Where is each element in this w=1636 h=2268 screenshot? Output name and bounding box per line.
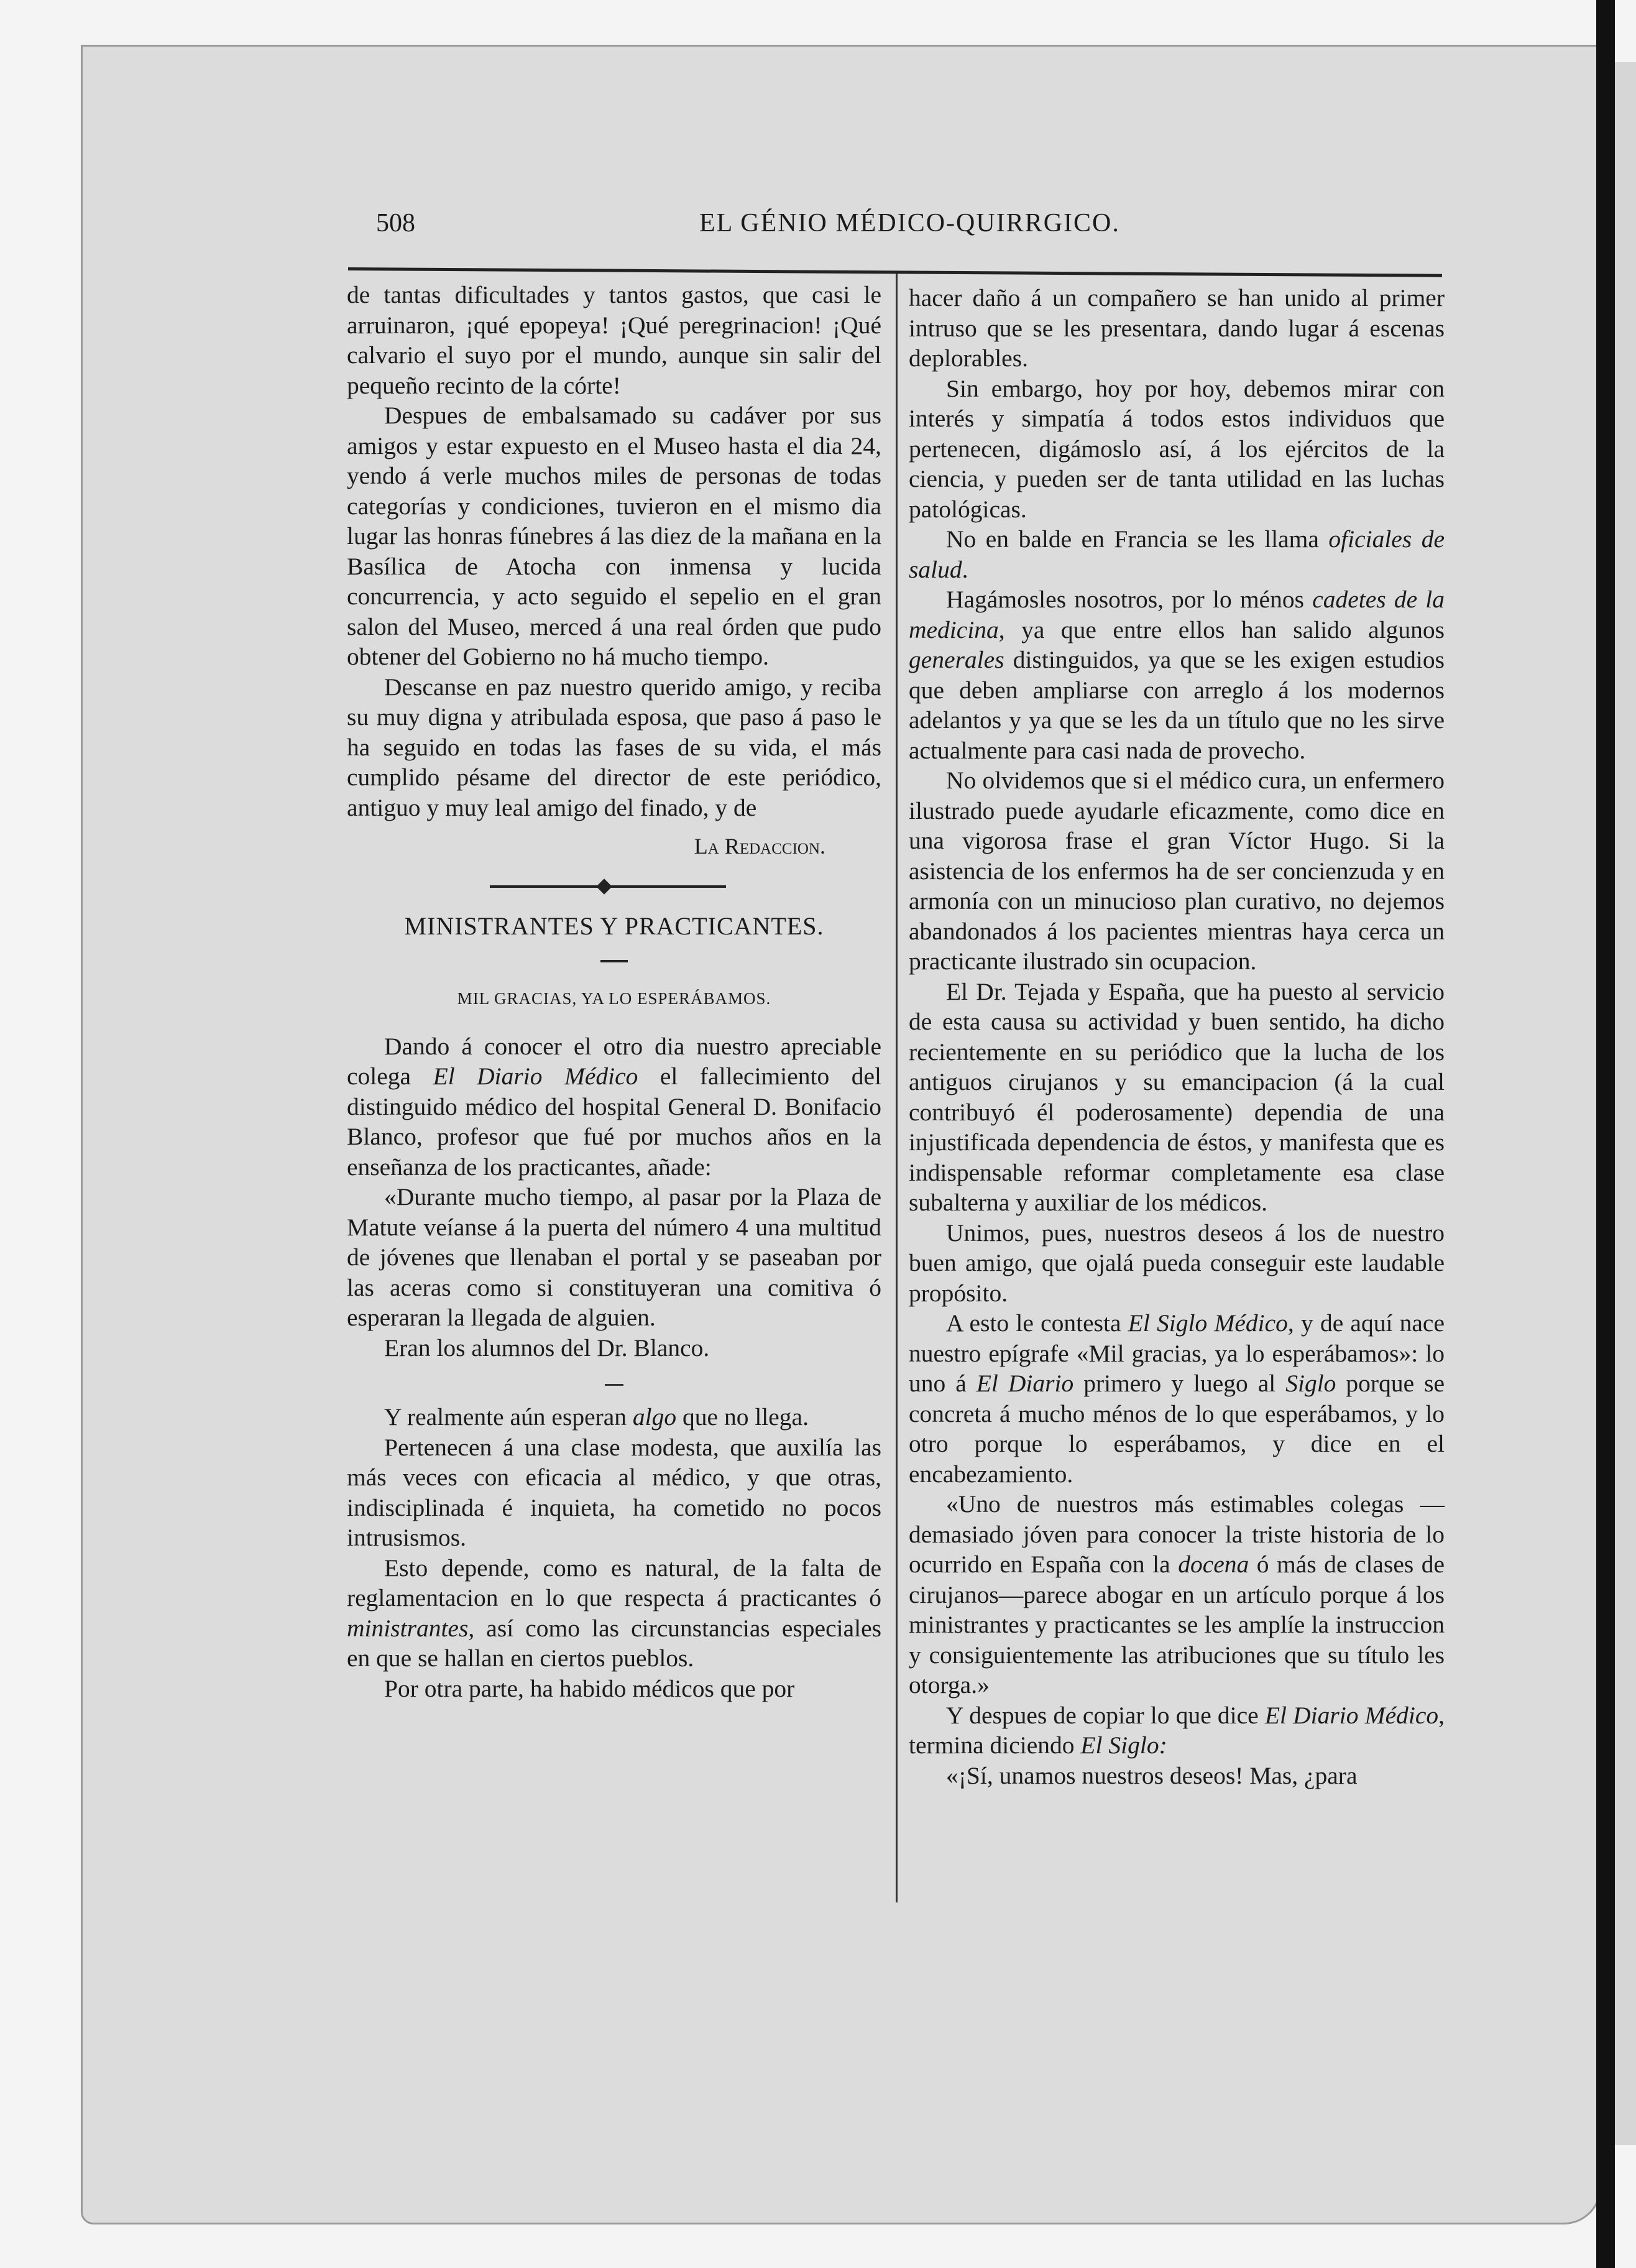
short-dash (605, 1384, 623, 1386)
journal-title: EL GÉNIO MÉDICO-QUIRRGICO. (699, 209, 1120, 237)
italic-word: docena (1178, 1551, 1249, 1578)
binding-gutter (1596, 0, 1615, 2268)
ornamental-divider (347, 873, 881, 898)
text-run: distinguidos, ya que se les exigen estudios que deben ampliarse con arreglo á los modernos adelantos y ya que se les da un título que no les sirve actualmente para casi nada de provecho. (909, 646, 1445, 764)
italic-title: El Diario Médico (1264, 1701, 1439, 1729)
paragraph: No olvidemos que si el médico cura, un enfermero ilustrado puede ayudarle eficazmente, como dice en una vigorosa frase el gran Víctor Hugo. Si la asistencia de los enfermos ha de ser concienzuda y en armonía con un minucioso plan curativo, no dejemos abandonados á los pacientes mientras haya cerca un practicante ilustrado sin ocupacion. (909, 767, 1445, 975)
paragraph: El Dr. Tejada y España, que ha puesto al servicio de esta causa su actividad y buen sentido, ha dicho recientemente en su periódico que la lucha de los antiguos cirujanos y su emancipacion (á la cual contribuyó él poderosamente) dependia de una injustificada dependencia de éstos, y manifesta que es indispensable reformar completamente esa clase subalterna y auxiliar de los médicos. (909, 977, 1445, 1216)
text-run: «Uno de nuestros más estimables colegas —demasiado jóven para conocer la triste historia de lo ocurrido en España con la (909, 1490, 1445, 1578)
right-column (909, 283, 1445, 1791)
quote-paragraph: «¡Sí, unamos nuestros deseos! Mas, ¿para (946, 1761, 1358, 1789)
paragraph: Sin embargo, hoy por hoy, debemos mirar con interés y simpatía á todos estos individuos que pertenecen, digámoslo así, á los ejércitos de la ciencia, y pueden ser de tanta utilidad en las luchas patológicas. (909, 374, 1445, 523)
paragraph: hacer daño á un compañero se han unido al primer intruso que se les presentara, dando lugar á escenas deplorables. (909, 284, 1445, 372)
paragraph: Unimos, pues, nuestros deseos á los de nuestro buen amigo, que ojalá pueda conseguir este laudable propósito. (909, 1219, 1445, 1307)
italic-title: El Siglo: (1080, 1731, 1167, 1759)
page-number: 508 (376, 209, 415, 237)
text-run: primero y luego al (1073, 1370, 1286, 1397)
text-run: , ya que entre ellos han salido algunos (998, 615, 1445, 643)
text-run: el fallecimiento del distinguido médico del hospital General D. Bonifacio Blanco, profesor que fué por muchos años en la enseñanza de los practicantes, añade: (347, 1063, 882, 1181)
paragraph (909, 584, 1445, 765)
text-run: Esto depende, como es natural, de la falta de reglamentacion en lo que respecta á practicantes ó (347, 1554, 881, 1611)
column-divider (896, 274, 898, 1902)
paragraph: Despues de embalsamado su cadáver por sus amigos y estar expuesto en el Museo hasta el dia 24, yendo á verle muchos miles de personas de todas categorías y condiciones, tuvieron en el mismo dia lugar las honras fúnebres á las diez de la mañana en la Basílica de Atocha con inmensa y lucida concurrencia, y acto seguido el sepelio en el gran salon del Museo, merced á una real órden que pudo obtener del Gobierno no há mucho tiempo. (347, 402, 881, 670)
paragraph: Eran los alumnos del Dr. Blanco. (384, 1334, 710, 1362)
text-run: , así como las circunstancias especiales en que se hallan en ciertos pueblos. (347, 1614, 881, 1672)
text-run: , y de aquí nace nuestro epígrafe «Mil gracias, ya lo esperábamos»: lo uno á (909, 1309, 1445, 1397)
section-title: MINISTRANTES Y PRACTICANTES. (404, 911, 824, 940)
text-run: porque se concreta á mucho ménos de lo que esperábamos, y lo otro porque lo esperábamos, y dice en el encabezamiento. (909, 1370, 1445, 1488)
paragraph (347, 1402, 881, 1432)
text-run: A esto le contesta (946, 1309, 1128, 1337)
quote-paragraph (909, 1489, 1445, 1700)
text-run: No en balde en Francia se les llama (946, 525, 1329, 553)
paragraph (909, 1308, 1445, 1489)
italic-title: El Diario (976, 1370, 1074, 1397)
diamond-ornament-icon (596, 878, 612, 894)
running-header (376, 208, 1505, 246)
text-run: ó más de clases de cirujanos—parece abogar en un artículo porque á los ministrantes y practicantes se les amplíe la instruccion y consiguientemente las atribuciones que su título les otorga.» (909, 1551, 1445, 1699)
paragraph: Descanse en paz nuestro querido amigo, y reciba su muy digna y atribulada esposa, que paso á paso le ha seguido en todas las fases de su vida, el más cumplido pésame del director de este periódico, antiguo y muy leal amigo del finado, y de (347, 673, 881, 821)
italic-word: cadetes de la medicina (909, 586, 1445, 643)
short-dash (600, 960, 628, 962)
paragraph: Pertenecen á una clase modesta, que auxilía las más veces con eficacia al médico, y que otras, indisciplinada é inquieta, ha cometido no pocos intrusismos. (347, 1433, 881, 1551)
text-run: Y despues de copiar lo que dice (946, 1701, 1265, 1729)
text-run: Dando á conocer el otro dia nuestro apreciable colega (347, 1032, 881, 1090)
paragraph (909, 1700, 1445, 1761)
text-run: que no llega. (676, 1403, 809, 1431)
text-run: . (962, 555, 968, 583)
paragraph (909, 524, 1445, 584)
text-run: , termina diciendo (909, 1701, 1445, 1759)
paragraph (347, 1553, 881, 1674)
italic-word: generales (909, 646, 1004, 673)
text-run: Hagámosles nosotros, por lo ménos (946, 586, 1313, 613)
italic-word: oficiales de salud (909, 525, 1445, 583)
quote-paragraph: «Durante mucho tiempo, al pasar por la Plaza de Matute veíanse á la puerta del número 4 una multitud de jóvenes que llenaban el portal y se paseaban por las aceras como si constituyeran una comitiva ó esperaran la llegada de alguien. (347, 1183, 881, 1331)
paragraph: de tantas dificultades y tantos gastos, que casi le arruinaron, ¡qué epopeya! ¡Qué peregrinacion! ¡Qué calvario el suyo por el mundo, aunque sin salir del pequeño recinto de la córte! (347, 281, 881, 399)
paragraph: Por otra parte, ha habido médicos que por (384, 1674, 795, 1702)
italic-word: algo (632, 1403, 677, 1431)
italic-title: El Diario Médico (433, 1063, 638, 1090)
paragraph (347, 1031, 881, 1182)
italic-word: ministrantes (347, 1614, 469, 1642)
left-column (347, 280, 881, 1703)
italic-title: El Siglo Médico (1128, 1309, 1288, 1337)
signature: La Redaccion. (694, 834, 825, 859)
italic-title: Siglo (1285, 1370, 1336, 1397)
text-run: Y realmente aún esperan (384, 1403, 633, 1431)
article-subtitle: MIL GRACIAS, YA LO ESPERÁBAMOS. (457, 989, 771, 1008)
